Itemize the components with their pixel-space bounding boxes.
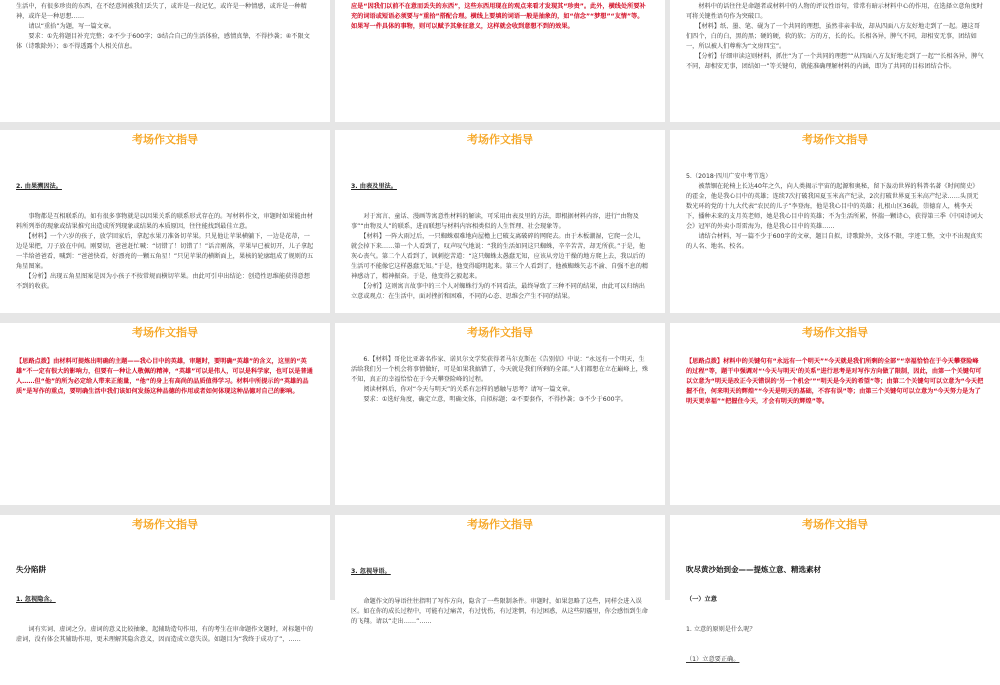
slide-7-text: 【思路点拨】由材料可提炼出明确的主题——我心目中的英雄，审题时，要明确“英雄”的含义，这里的“英雄”不一定有很大的影响力，但要有一种让人敬佩的精神，“英雄”可以是伟人，可以是科学家，也可以是普通人……但“他”的所为必定给人带来正能量，“他”的身上有高尚的品质值得学习。材料中所提示的“英雄的品质”是写作的重点，要明确生活中我们该如何发扬这种品德的作用或者如何体现这种品德对自己的影响。	[16, 358, 313, 395]
slide-2-text: 应是“因我们以前不在意而丢失的东西”，这些东西用现在的观点来看才发现其“珍贵”。此外，横线处所要补充的词语或短语必须要与“重拾”搭配合理。横线上要填的词语一般是抽象的，如“信念”“梦想”“友情”等。如果写一件具体的事物，则可以赋予其象征意义，这样就会收到意想不到的效果。	[351, 3, 646, 30]
slide-header: 考场作文指导	[132, 326, 198, 339]
slide-12-title: 吹尽黄沙始到金——提炼立意、精选素材	[686, 565, 821, 574]
slide-8	[335, 323, 665, 505]
slide-6	[670, 130, 1000, 313]
slide-4-text: 事物都是互相联系的。如有很多事物就是以因果关系的联系形式存在的。写材料作文，审题时如果能由材料所列举的现象或结果推究出造成所列现象或结果的本质原因，往往能找到最佳立意。 【材料】一个六岁的孩子，放学回家后，拿起水果刀准备切苹果。只见他让苹果横躺下，一边是花蒂，一边是果把，刀子放在中间。刚要切，爸爸赶忙喊：“切错了！切错了！”话音刚落，苹果早已被切开，儿子拿起一半给爸爸看，喊到：“爸爸快看，好漂亮的一颗五角星！”只见苹果的横断面上，果核的轮廓组成了规则的五角星图案。 【分析】出现五角星图案是因为小孩子不按常规而横切苹果。由此可引申出结论：创造性思维能获得意想不到的收获。	[16, 213, 314, 290]
slide-header: 考场作文指导	[802, 133, 868, 146]
slide-10	[0, 515, 330, 643]
slide-3-text: 材料中的话往往是命题者或材料中的人物的评议性语句，常常有暗示材料中心的作用，在选择立意角度时可将关键性语句作为突破口。 【材料】纸、墨、笔、砚为了一个共同的理想，虽然非亲非故，却从四面八方友好地走到了一起。趣这哥们四个，白的白，黑的黑；硬的硬，软的软；方的方，长的长。长相各异，脾气不同，却相安无事，团结如一，所以被人们尊称为“文房四宝”。 【分析】仔细审读这则材料，抓住“为了一个共同的理想”“从四面八方友好地走到了一起”“长相各异，脾气不同，却相安无事，团结如一”等关键句，就能准确理解材料的内涵，即为了共同的目标团结合作。	[686, 3, 984, 70]
slide-7	[0, 323, 330, 505]
slide-8-text: 6.【材料】哥伦比亚著名作家、诺贝尔文学奖获得者马尔克斯在《告别信》中说：“永远有一个明天，生活给我们另一个机会将事情做好，可是如果我搞错了，今天就是我们所剩的全部。”人们都想在立在巅峰上，殊不知，真正的幸福恰恰在于今天攀登险峰的过程。 阅读材料后，你对“今天与明天”的关系有怎样的感触与思考？请写一篇文章。 要求：①选好角度，确定立意，明确文体，自拟标题；②不要套作，不得抄袭；③不少于600字。	[351, 356, 649, 403]
slide-header: 考场作文指导	[802, 326, 868, 339]
gutter	[0, 122, 1000, 130]
slide-4-title: 2. 由果溯因法。	[16, 183, 62, 190]
slide-11	[335, 515, 665, 625]
slide-10-text: 词有实词、虚词之分。虚词的意义比较抽象，起辅助造句作用，有的考生在审命题作文题时，对标题中的虚词，没有体会其辅助作用，更未理解其隐含意义，因而造成立意失误。如题目为“我终于成功了”，……	[16, 626, 313, 643]
gutter	[0, 505, 1000, 515]
slide-12	[670, 515, 1000, 663]
slide-header: 考场作文指导	[132, 133, 198, 146]
slide-2	[335, 0, 665, 122]
slide-9	[670, 323, 1000, 505]
slide-5	[335, 130, 665, 313]
slide-11-title: 3. 忽视导语。	[351, 568, 391, 575]
slide-header: 考场作文指导	[132, 518, 198, 531]
slide-6-text: 5.（2018·四川广安中考节选） 被禁锢在轮椅上长达40年之久，向人类揭示宇宙的起源和奥秘，留下轰动世界的科普名著《时间简史》的霍金，他是我心目中的英雄；连续7次打破我国夏玉米高产纪录，2次打破世界夏玉米高产纪录……头顶无数光环的党的十九大代表“农民的儿子”李登海，他是我心目中的英雄；扎根山区36载，崇德育人，桃李天下，播种未来的支月英老师，她是我心目中的英雄；不为生活所累，怀揣一颗诗心，获得第三季《中国诗词大会》冠军的外卖小哥雷海为，他是我心目中的英雄…… 请结合材料，写一篇不少于600字的文章，题目自拟，诗歌除外，文体不限，字迹工整，文中不出现真实的人名、地名、校名。	[686, 173, 983, 250]
slide-5-text: 对于寓言、童话、漫画等寓意性材料的解读，可采用由表及里的方法，即根据材料内容，进行“由物及事”“由物及人”的联系，进而联想与材料内容相类似的人生哲理、社会现象等。 【材料】一阵大雨过后，一只蜘蛛艰难地向屋檐上已破支离破碎的网爬去。由于木板潮湿，它爬一会儿，就会掉下来……第一个人看到了，叹声叹气地说：“我的生活如同这只蜘蛛，辛辛苦苦，却无所获。”于是，他灰心丧气。第二个人看到了，讽刺挖苦道：“这只蜘蛛太愚蠢无知，应该从旁边干燥的地方爬上去，我以后的生活可不能像它这样愚蠢无知。”于是，他变得聪明起来。第三个人看到了，他被蜘蛛矢志不渝、自强不息的精神感动了，精神振奋。于是，他变得乞毅起来。 【分析】这则寓言故事中的三个人对蜘蛛行为的不同看法，最终导致了三种不同的结果，由此可以归纳出立意或观点：在生活中，面对挫折和困难，不同的心态、思维会产生不同的结果。	[351, 213, 649, 300]
slide-10-title: 失分陷阱	[16, 565, 46, 574]
slide-4	[0, 130, 330, 313]
slide-10-subtitle: 1. 忽视隐含。	[16, 596, 56, 603]
slide-12-section: （一）立意	[686, 596, 717, 603]
gutter	[0, 313, 1000, 323]
slide-12-question: 1. 立意的原则是什么呢？	[686, 626, 756, 633]
slide-header: 考场作文指导	[467, 326, 533, 339]
slide-12-answer: （1）立意要正确。	[686, 656, 740, 663]
slide-9-text: 【思路点拨】材料中的关键句有“永远有一个明天”“今天就是我们所剩的全部”“幸福恰恰在于今天攀登险峰的过程”等，题干中强调对“‘今天与明天’的关系”进行思考是对写作方向做了限制，因此，由第一个关键句可以立意为“明天是改正今天错误的‘另一个机会’”“明天是今天的希望”等；由第二个关键句可以立意为“今天把握不住，何来明天的辉煌”“今天是明天的基础，不容有误”等；由第三个关键句可以立意为“今天努力是为了明天更幸福”“把握住今天，才会有明天的辉煌”等。	[686, 358, 984, 405]
slide-header: 考场作文指导	[467, 518, 533, 531]
slide-header: 考场作文指导	[467, 133, 533, 146]
slide-5-title: 3. 由表及里法。	[351, 183, 397, 190]
slide-1	[0, 0, 330, 122]
slide-3	[670, 0, 1000, 122]
slide-11-text: 命题作文的导语往往指明了写作方向，隐含了一些限制条件。审题时，如果忽略了这些，同样会进入误区。如在你的成长过程中，可能有过痛苦，有过忧伤，有过迷惘，有过困惑，从这些阴霾里，你会感悟到生命的飞翔。请以“走出……”……	[351, 598, 648, 625]
slide-header: 考场作文指导	[802, 518, 868, 531]
slide-1-text: 生活中，有很多珍贵的东西，在不经意间被我们丢失了，或许是一段记忆，或许是一种情感，或许是一种精神，或许是一种思想…… 请以“重拾”为题，写一篇文章。 要求：①先将题目补充完整；②不少于600字；③结合自己的生活体验，感情真挚，不得抄袭；④不限文体（诗歌除外）；⑤不得透露个人相关信息。	[16, 3, 310, 50]
